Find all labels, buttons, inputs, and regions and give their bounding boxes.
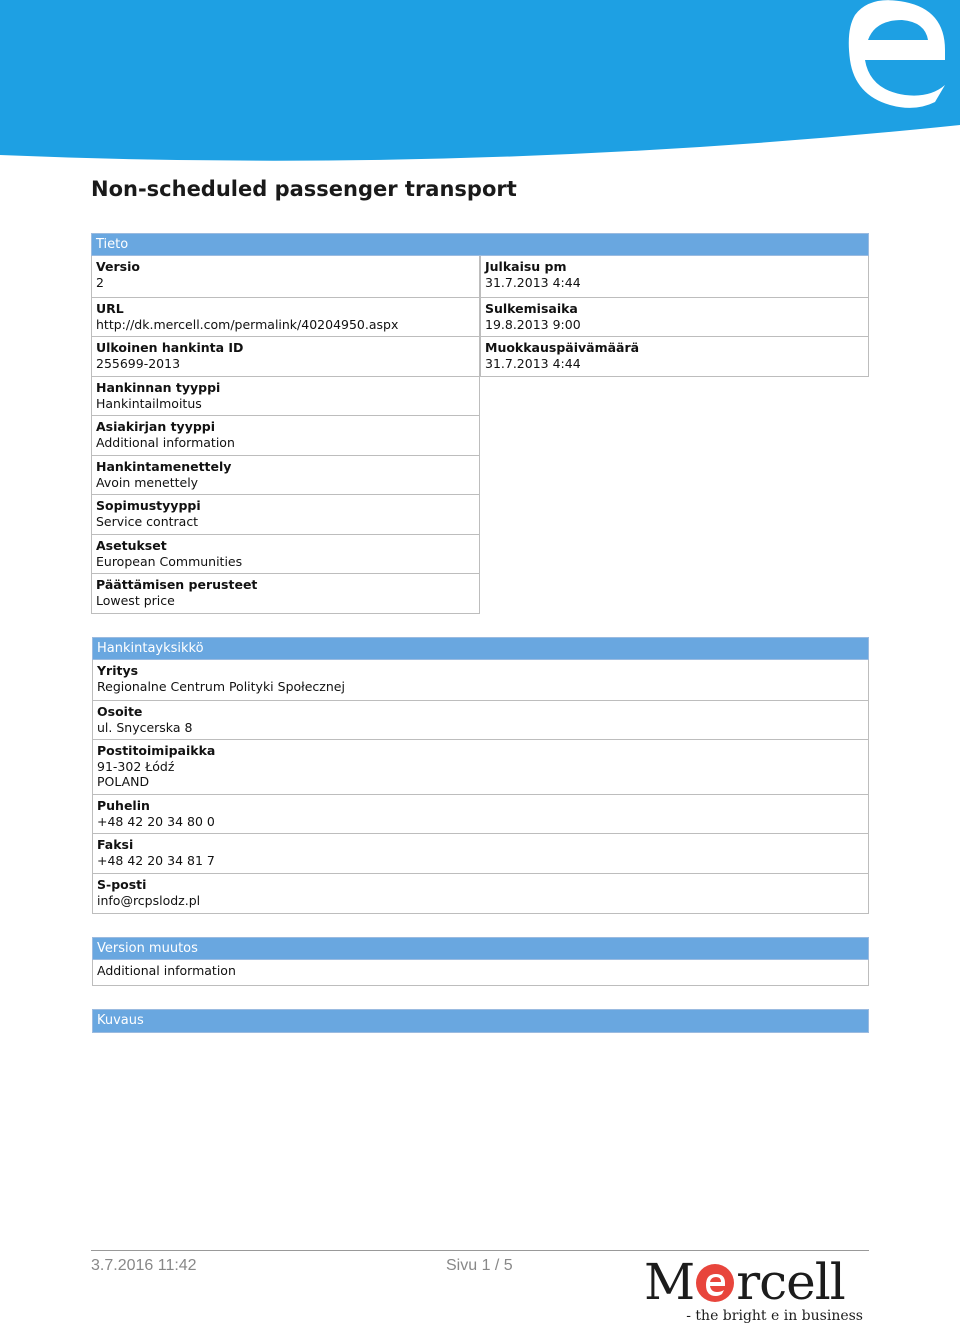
field-ulkoinen-hankinta-id (91, 337, 480, 377)
footer-divider (91, 1250, 869, 1251)
field-versio (91, 256, 480, 298)
logo-text-start: M (644, 1253, 695, 1311)
field-label: S-posti (97, 877, 147, 892)
field-label: URL (96, 301, 124, 316)
field-value: 2 (96, 274, 104, 290)
section-header-kuvaus: Kuvaus (92, 1009, 869, 1033)
field-postitoimipaikka (92, 740, 869, 795)
section-header-tieto: Tieto (91, 233, 869, 256)
field-value: Hankintailmoitus (96, 395, 202, 411)
field-label: Hankintamenettely (96, 459, 232, 474)
logo-tagline: - the bright e in business (686, 1308, 863, 1324)
field-value: Lowest price (96, 592, 175, 608)
field-label: Yritys (97, 663, 139, 678)
field-value: Regionalne Centrum Polityki Społecznej (97, 678, 345, 694)
field-yritys (92, 660, 869, 701)
field-faksi (92, 834, 869, 874)
mercell-logo (644, 1253, 869, 1329)
field-value: +48 42 20 34 81 7 (97, 852, 215, 868)
field-label: Päättämisen perusteet (96, 577, 258, 592)
logo-e-icon (695, 1263, 735, 1303)
logo-wordmark (644, 1253, 845, 1311)
field-paattamisen-perusteet (91, 574, 480, 614)
field-hankintamenettely (91, 456, 480, 495)
field-label: Asetukset (96, 538, 167, 553)
field-sulkemisaika (480, 298, 869, 337)
field-version-muutos (92, 960, 869, 986)
field-label: Muokkauspäivämäärä (485, 340, 640, 355)
field-label: Osoite (97, 704, 143, 719)
field-value: ul. Snycerska 8 (97, 719, 193, 735)
field-value: European Communities (96, 553, 243, 569)
field-label: Julkaisu pm (485, 259, 567, 274)
field-hankinnan-tyyppi (91, 377, 480, 416)
header-banner (0, 0, 960, 165)
field-label: Versio (96, 259, 140, 274)
email-link[interactable]: info@rcpslodz.pl (97, 892, 201, 908)
footer-date: 3.7.2016 11:42 (91, 1257, 197, 1274)
url-link[interactable]: http://dk.mercell.com/permalink/40204950.aspx (96, 316, 399, 332)
field-s-posti (92, 874, 869, 914)
field-muokkauspaivamaara (480, 337, 869, 377)
field-julkaisu-pm (480, 256, 869, 298)
field-value: +48 42 20 34 80 0 (97, 813, 215, 829)
section-header-hankintayksikko: Hankintayksikkö (92, 637, 869, 660)
field-url (91, 298, 480, 337)
field-sopimustyyppi (91, 495, 480, 535)
field-value: Avoin menettely (96, 474, 199, 490)
field-label: Hankinnan tyyppi (96, 380, 221, 395)
page-title: Non-scheduled passenger transport (91, 177, 517, 201)
field-value: 31.7.2013 4:44 (485, 274, 581, 290)
field-label: Sulkemisaika (485, 301, 578, 316)
footer-page-number: Sivu 1 / 5 (446, 1257, 513, 1274)
logo-text-end: rcell (736, 1253, 845, 1311)
field-value: 91-302 Łódź (97, 758, 175, 774)
field-puhelin (92, 795, 869, 834)
field-value: Service contract (96, 513, 199, 529)
field-label: Ulkoinen hankinta ID (96, 340, 244, 355)
field-label: Postitoimipaikka (97, 743, 216, 758)
field-asiakirjan-tyyppi (91, 416, 480, 456)
field-label: Puhelin (97, 798, 150, 813)
field-label: Faksi (97, 837, 134, 852)
field-value: Additional information (96, 434, 235, 450)
field-label: Sopimustyyppi (96, 498, 201, 513)
field-asetukset (91, 535, 480, 574)
section-header-version-muutos: Version muutos (92, 937, 869, 960)
field-osoite (92, 701, 869, 740)
field-value-country: POLAND (97, 774, 150, 789)
field-value: 31.7.2013 4:44 (485, 355, 581, 371)
field-label: Asiakirjan tyyppi (96, 419, 216, 434)
field-value: 19.8.2013 9:00 (485, 316, 581, 332)
field-value: 255699-2013 (96, 355, 181, 371)
field-value: Additional information (97, 963, 236, 978)
